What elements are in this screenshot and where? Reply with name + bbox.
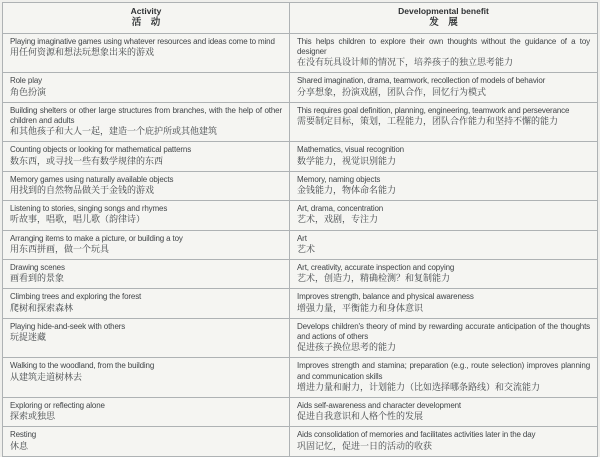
- activity-cell: [3, 318, 290, 358]
- benefit-text-en: Art: [297, 233, 307, 243]
- activity-text-zh: 用任何资源和想法玩想象出来的游戏: [10, 47, 155, 58]
- benefit-text-zh: 艺术，戏剧，专注力: [297, 214, 379, 225]
- benefit-text-zh: 数学能力，视觉识别能力: [297, 155, 397, 166]
- activity-cell: [3, 398, 290, 427]
- benefit-cell: [290, 142, 598, 171]
- activity-text-zh: 爬树和探索森林: [10, 302, 74, 313]
- column-header-benefit-zh: 发 展: [429, 17, 458, 29]
- benefit-cell: [290, 358, 598, 398]
- activity-cell: [3, 358, 290, 398]
- activity-cell: [3, 171, 290, 200]
- activity-text-en: Role play: [10, 76, 43, 86]
- activity-text-zh: 画看到的景象: [10, 273, 65, 284]
- benefit-text-zh: 艺术: [297, 243, 316, 254]
- table-row: [3, 427, 598, 456]
- column-header-activity-en: Activity: [130, 6, 162, 16]
- benefit-cell: [290, 230, 598, 259]
- header-row: [3, 3, 598, 34]
- activity-text-zh: 用找到的自然物品做关于金钱的游戏: [10, 185, 155, 196]
- activity-benefit-table: [2, 2, 598, 457]
- benefit-text-en: This helps children to explore their own thoughts without the guidance of a toy designer: [297, 36, 590, 57]
- activity-cell: [3, 230, 290, 259]
- benefit-text-zh: 促进孩子换位思考的能力: [297, 342, 397, 353]
- activity-text-zh: 用东西拼画，做一个玩具: [10, 243, 110, 254]
- column-header-activity-zh: 活 动: [131, 17, 161, 29]
- activity-cell: [3, 201, 290, 230]
- activity-text-en: Arranging items to make a picture, or building a toy: [10, 233, 183, 243]
- benefit-text-zh: 促进自我意识和人格个性的发展: [297, 411, 424, 422]
- activity-text-en: Playing imaginative games using whatever resources and ideas come to mind: [10, 36, 275, 46]
- activity-cell: [3, 289, 290, 318]
- activity-cell: [3, 33, 290, 73]
- benefit-text-en: Memory, naming objects: [297, 174, 381, 184]
- benefit-text-en: Develops children's theory of mind by rewarding accurate anticipation of the thoughts and actions of others: [297, 321, 590, 342]
- benefit-text-zh: 艺术，创造力，精确检测？和复制能力: [297, 273, 451, 284]
- table-row: [3, 33, 598, 73]
- column-header-activity: [3, 3, 290, 34]
- benefit-text-zh: 在没有玩具设计师的情况下，培养孩子的独立思考能力: [297, 57, 514, 68]
- benefit-cell: [290, 260, 598, 289]
- benefit-text-zh: 增进力量和耐力，计划能力（比如选择哪条路线）和交流能力: [297, 381, 541, 392]
- table-row: [3, 142, 598, 171]
- activity-cell: [3, 102, 290, 142]
- benefit-cell: [290, 171, 598, 200]
- table-row: [3, 73, 598, 102]
- benefit-text-en: Improves strength, balance and physical awareness: [297, 292, 474, 302]
- table-row: [3, 260, 598, 289]
- activity-text-zh: 玩捉迷藏: [10, 332, 47, 343]
- activity-text-en: Exploring or reflecting alone: [10, 401, 105, 411]
- benefit-cell: [290, 398, 598, 427]
- table-row: [3, 398, 598, 427]
- benefit-text-en: This requires goal definition, planning, engineering, teamwork and perseverance: [297, 105, 570, 115]
- table-row: [3, 230, 598, 259]
- table-row: [3, 201, 598, 230]
- benefit-cell: [290, 289, 598, 318]
- benefit-text-zh: 分享想象，扮演戏剧，团队合作，回忆行为模式: [297, 86, 487, 97]
- activity-cell: [3, 260, 290, 289]
- activity-cell: [3, 142, 290, 171]
- activity-text-en: Walking to the woodland, from the building: [10, 361, 155, 371]
- benefit-text-zh: 需要制定目标，策划，工程能力，团队合作能力和坚持不懈的能力: [297, 116, 559, 127]
- benefit-cell: [290, 73, 598, 102]
- activity-text-zh: 休息: [10, 440, 29, 451]
- activity-text-zh: 探索或独思: [10, 411, 56, 422]
- benefit-cell: [290, 102, 598, 142]
- benefit-text-en: Improves strength and stamina; preparation (e.g., route selection) improves planning and communication skills: [297, 361, 590, 381]
- benefit-text-en: Shared imagination, drama, teamwork, recollection of models of behavior: [297, 76, 546, 86]
- activity-text-zh: 数东西，或寻找一些有数学规律的东西: [10, 155, 164, 166]
- table-row: [3, 289, 598, 318]
- benefit-text-en: Art, creativity, accurate inspection and copying: [297, 263, 455, 273]
- benefit-text-en: Aids consolidation of memories and facilitates activities later in the day: [297, 430, 536, 440]
- activity-text-en: Listening to stories, singing songs and rhymes: [10, 204, 168, 214]
- benefit-cell: [290, 201, 598, 230]
- activity-cell: [3, 427, 290, 456]
- benefit-text-en: Art, drama, concentration: [297, 204, 384, 214]
- benefit-text-en: Aids self-awareness and character development: [297, 401, 462, 411]
- benefit-cell: [290, 318, 598, 358]
- activity-text-en: Counting objects or looking for mathematical patterns: [10, 145, 192, 155]
- activity-text-zh: 角色扮演: [10, 86, 47, 97]
- benefit-text-zh: 巩固记忆，促进一日的活动的收获: [297, 440, 433, 451]
- benefit-cell: [290, 33, 598, 73]
- activity-text-en: Building shelters or other large structures from branches, with the help of other children and adults: [10, 105, 282, 126]
- activity-text-en: Climbing trees and exploring the forest: [10, 292, 142, 302]
- table-row: [3, 102, 598, 142]
- benefit-text-zh: 金钱能力，物体命名能力: [297, 185, 397, 196]
- benefit-text-en: Mathematics, visual recognition: [297, 145, 404, 155]
- benefit-text-zh: 增强力量，平衡能力和身体意识: [297, 302, 424, 313]
- table-row: [3, 358, 598, 398]
- activity-text-en: Memory games using naturally available objects: [10, 174, 174, 184]
- activity-text-zh: 听故事，唱歌，唱儿歌（韵律诗）: [10, 214, 146, 225]
- benefit-cell: [290, 427, 598, 456]
- activity-text-en: Playing hide-and-seek with others: [10, 321, 126, 331]
- activity-text-zh: 从建筑走道树林去: [10, 371, 83, 382]
- activity-cell: [3, 73, 290, 102]
- table-row: [3, 171, 598, 200]
- activity-text-en: Drawing scenes: [10, 263, 65, 273]
- table-row: [3, 318, 598, 358]
- activity-text-zh: 和其他孩子和大人一起，建造一个庇护所或其他建筑: [10, 126, 218, 137]
- column-header-benefit-en: Developmental benefit: [398, 6, 489, 16]
- column-header-benefit: [290, 3, 598, 34]
- activity-text-en: Resting: [10, 430, 37, 440]
